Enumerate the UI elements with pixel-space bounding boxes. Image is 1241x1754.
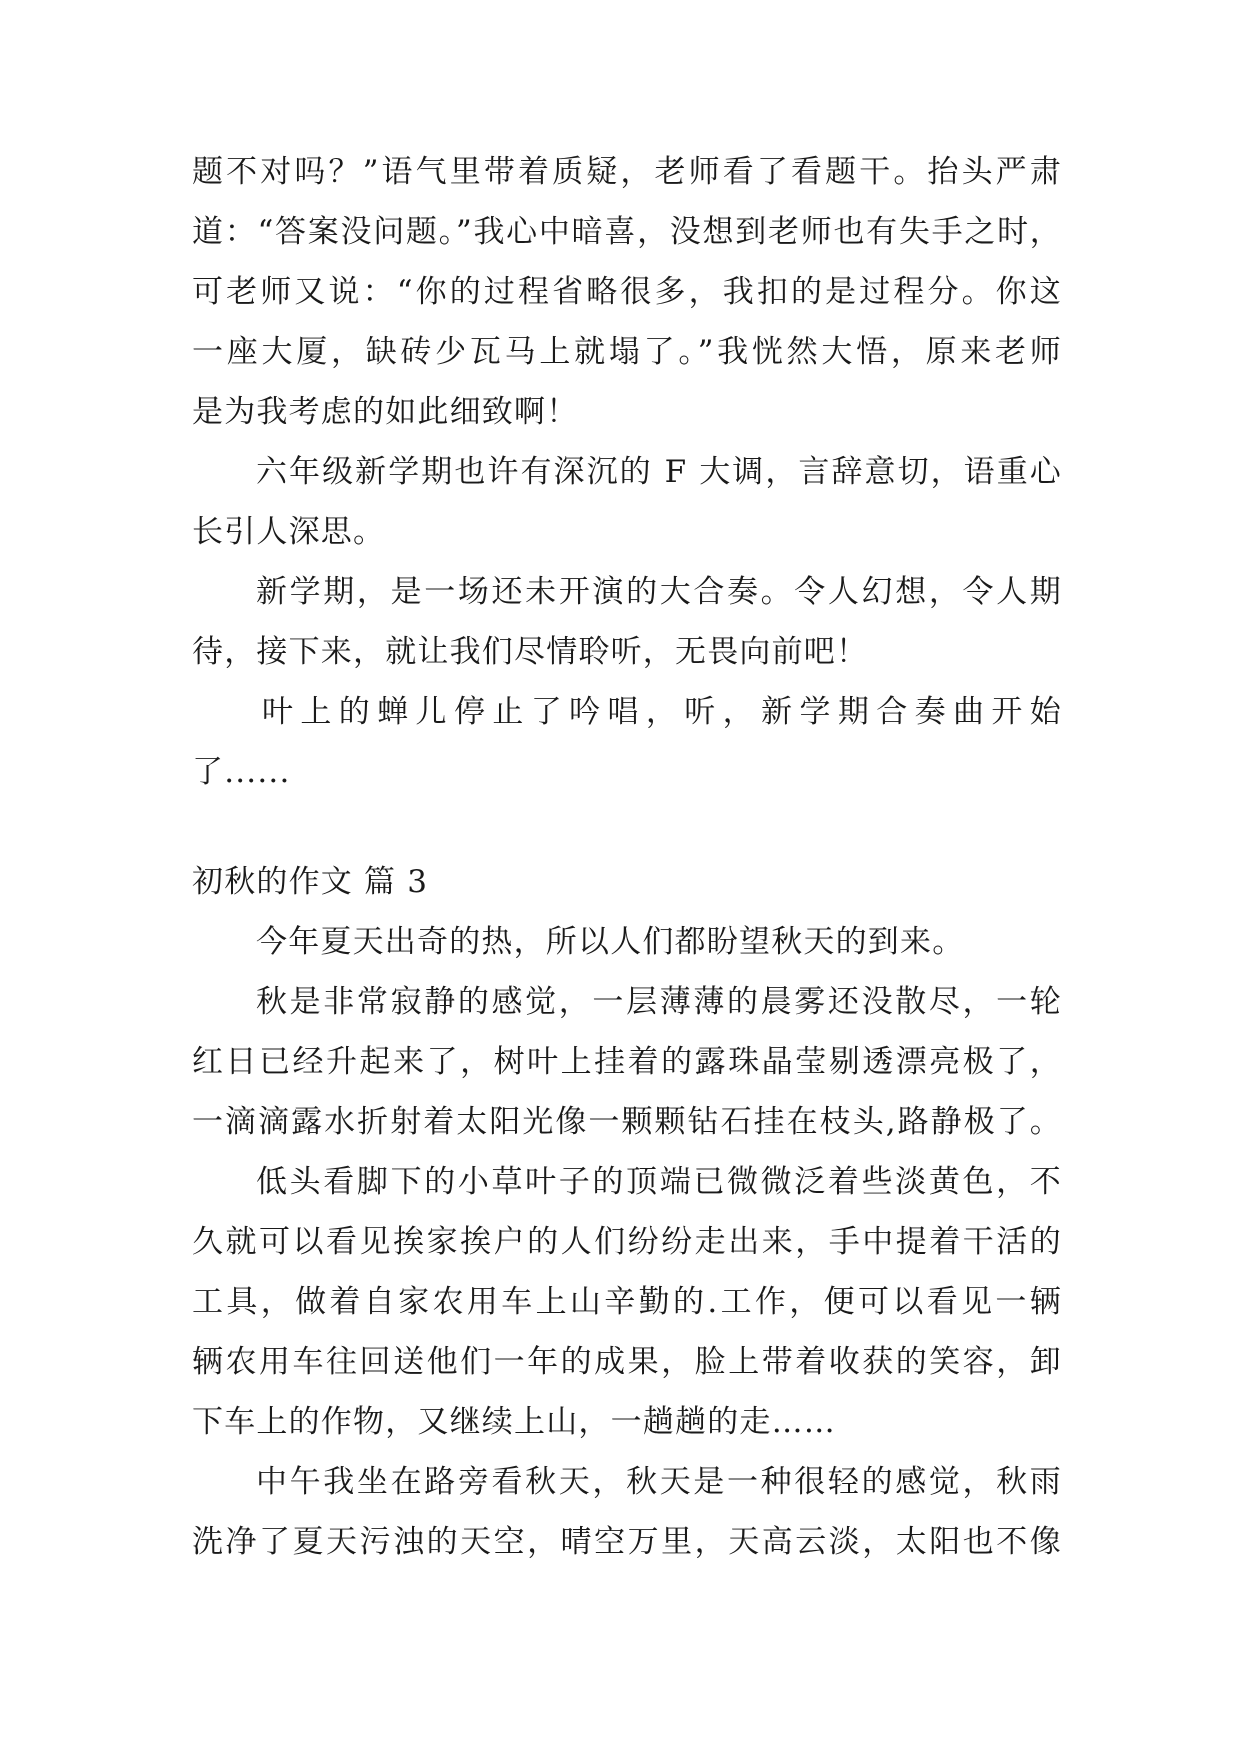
paragraph-first-line: 秋是非常寂静的感觉，一层薄薄的晨雾还没散尽，一轮 — [256, 984, 1062, 1020]
text-line: 工具，做着自家农用车上山辛勤的.工作，便可以看见一辆 — [192, 1284, 1062, 1320]
paragraph-first-line: 今年夏天出奇的热，所以人们都盼望秋天的到来。 — [256, 924, 965, 960]
text-line: 一座大厦，缺砖少瓦马上就塌了。”我恍然大悟，原来老师 — [192, 334, 1062, 370]
paragraph-first-line: 叶上的蝉儿停止了吟唱，听，新学期合奏曲开始 — [262, 694, 1062, 730]
paragraph-first-line: 低头看脚下的小草叶子的顶端已微微泛着些淡黄色，不 — [256, 1164, 1062, 1200]
text-line: 红日已经升起来了，树叶上挂着的露珠晶莹剔透漂亮极了， — [192, 1044, 1062, 1080]
text-line: 洗净了夏天污浊的天空，晴空万里，天高云淡，太阳也不像 — [192, 1524, 1062, 1560]
paragraph-first-line: 六年级新学期也许有深沉的 F 大调，言辞意切，语重心 — [256, 454, 1062, 490]
paragraph-first-line: 中午我坐在路旁看秋天，秋天是一种很轻的感觉，秋雨 — [256, 1464, 1062, 1500]
text-line: 久就可以看见挨家挨户的人们纷纷走出来，手中提着干活的 — [192, 1224, 1062, 1260]
paragraph-first-line: 新学期，是一场还未开演的大合奏。令人幻想，令人期 — [256, 574, 1062, 610]
text-line: 题不对吗？”语气里带着质疑，老师看了看题干。抬头严肃 — [192, 154, 1062, 190]
text-line: 是为我考虑的如此细致啊！ — [192, 394, 579, 430]
text-line: 待，接下来，就让我们尽情聆听，无畏向前吧！ — [192, 634, 869, 670]
text-line: 了...... — [192, 754, 291, 790]
text-line: 下车上的作物，又继续上山，一趟趟的走…… — [192, 1404, 836, 1440]
section-title: 初秋的作文 篇 3 — [192, 864, 429, 900]
text-line: 辆农用车往回送他们一年的成果，脸上带着收获的笑容，卸 — [192, 1344, 1062, 1380]
text-line: 一滴滴露水折射着太阳光像一颗颗钻石挂在枝头,路静极了。 — [192, 1104, 1062, 1140]
text-line: 长引人深思。 — [192, 514, 386, 550]
text-line: 道：“答案没问题。”我心中暗喜，没想到老师也有失手之时， — [192, 214, 1062, 250]
text-line: 可老师又说：“你的过程省略很多，我扣的是过程分。你这 — [192, 274, 1062, 310]
